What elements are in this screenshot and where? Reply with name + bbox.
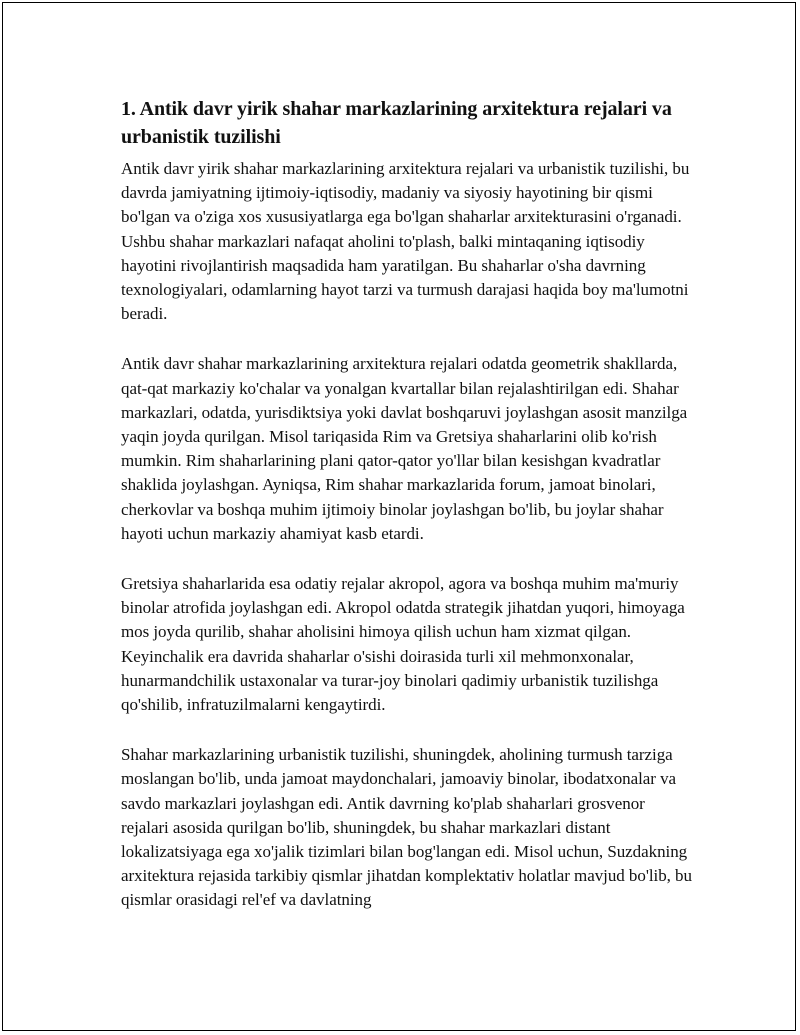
paragraph-2: Antik davr shahar markazlarining arxitektura rejalari odatda geometrik shakllarda, qat-qat markaziy ko'chalar va yonalgan kvartallar bilan rejalashtirilgan edi. Shahar markazlari, odatda, yurisdiktsiya yoki davlat boshqaruvi joylashgan asosit manzilga yaqin joyda qurilgan. Misol tariqasida Rim va Gretsiya shaharlarini olib ko'rish mumkin. Rim shaharlarining plani qator-qator yo'llar bilan kesishgan kvadratlar shaklida joylashgan. Ayniqsa, Rim shahar markazlarida forum, jamoat binolari, cherkovlar va boshqa muhim ijtimoiy binolar joylashgan bo'lib, bu joylar shahar hayoti uchun markaziy ahamiyat kasb etardi.: [121, 354, 688, 543]
document-body: [121, 95, 693, 939]
paragraph-4: Shahar markazlarining urbanistik tuzilishi, shuningdek, aholining turmush tarziga moslangan bo'lib, unda jamoat maydonchalari, jamoaviy binolar, ibodatxonalar va savdo markazlari joylashgan edi. Antik davrning ko'plab shaharlari grosvenor rejalari asosida qurilgan bo'lib, shuningdek, bu shahar markazlari distant lokalizatsiyaga ega xo'jalik tizimlari bilan bog'langan edi. Misol uchun, Suzdakning arxitektura rejasida tarkibiy qismlar jihatdan komplektativ holatlar mavjud bo'lib, bu qismlar orasidagi rel'ef va davlatning: [121, 745, 692, 910]
page-frame: [2, 2, 796, 1031]
paragraph-3: Gretsiya shaharlarida esa odatiy rejalar akropol, agora va boshqa muhim ma'muriy binolar atrofida joylashgan edi. Akropol odatda strategik jihatdan yuqori, himoyaga mos joyda qurilib, shahar aholisini himoya qilish uchun ham xizmat qilgan. Keyinchalik era davrida shaharlar o'sishi doirasida turli xil mehmonxonalar, hunarmandchilik ustaxonalar va turar-joy binolari qadimiy urbanistik tuzilishga qo'shilib, infratuzilmalarni kengaytirdi.: [121, 574, 685, 715]
paragraph-1: Antik davr yirik shahar markazlarining arxitektura rejalari va urbanistik tuzilishi, bu davrda jamiyatning ijtimoiy-iqtisodiy, madaniy va siyosiy hayotining bir qismi bo'lgan va o'ziga xos xususiyatlarga ega bo'lgan shaharlar arxitekturasini o'rganadi. Ushbu shahar markazlari nafaqat aholini to'plash, balki mintaqaning iqtisodiy hayotini rivojlantirish maqsadida ham yaratilgan. Bu shaharlar o'sha davrning texnologiyalari, odamlarning hayot tarzi va turmush darajasi haqida boy ma'lumotni beradi.: [121, 159, 690, 324]
section-heading: 1. Antik davr yirik shahar markazlarining arxitektura rejalari va urbanistik tuzilishi: [121, 98, 672, 148]
